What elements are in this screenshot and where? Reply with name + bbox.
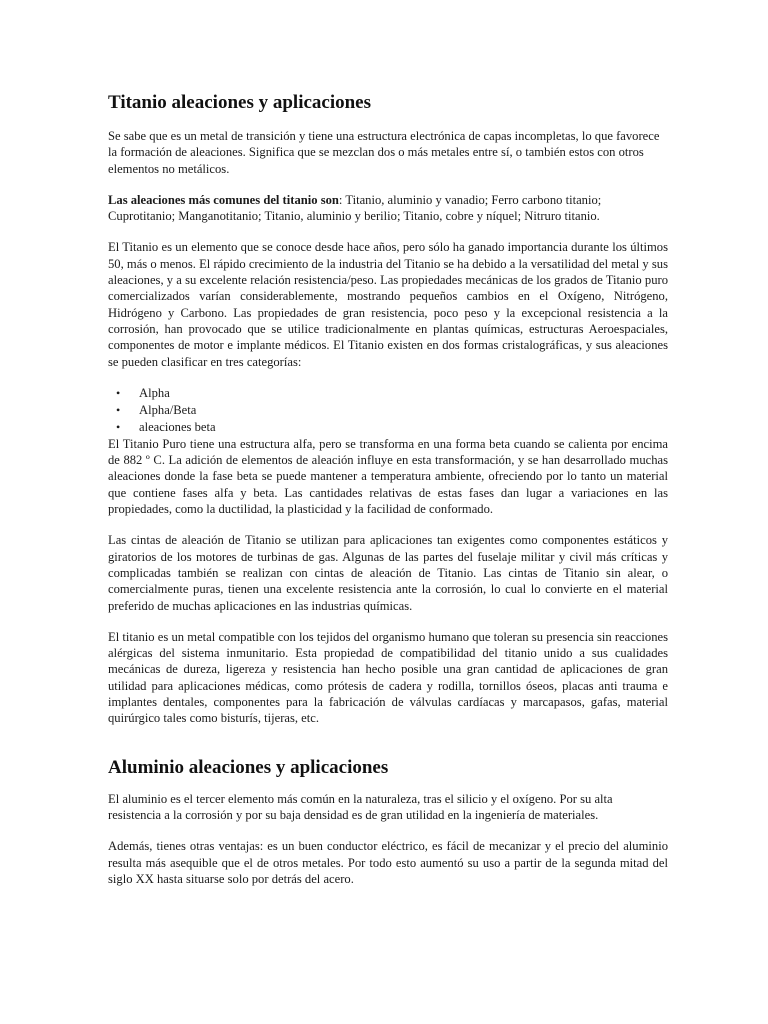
titanio-ribbons-paragraph: Las cintas de aleación de Titanio se utilizan para aplicaciones tan exigentes como componentes estáticos y giratorios de los motores de turbinas de gas. Algunas de las partes del fuselaje militar y civil más críticas y complicadas también se realizan con cintas de aleación de Titanio. Las cintas de Titanio sin alear, o comercialmente puras, tienen una excelente resistencia ante la corrosión, lo cual lo convierte en el material preferido de muchas aplicaciones en las industrias químicas. — [108, 533, 668, 613]
alloys-list-text: : Titanio, aluminio y vanadio; Ferro carbono titanio; Cuprotitanio; Manganotitanio; Titanio, aluminio y berilio; Titanio, cobre y níquel; Nitruro titanio. — [108, 192, 602, 224]
list-item: • Alpha/Beta — [116, 402, 668, 419]
list-item: • Alpha — [116, 385, 668, 402]
aluminio-advantages-paragraph: Además, tienes otras ventajas: es un buen conductor eléctrico, es fácil de mecanizar y el precio del aluminio resulta más asequible que el de otros metales. Por todo esto aumentó su uso a partir de la segunda mitad del siglo XX hasta situarse solo por detrás del acero. — [108, 839, 668, 886]
titanio-medical-paragraph: El titanio es un metal compatible con los tejidos del organismo humano que toleran su presencia sin reacciones alérgicas del sistema inmunitario. Esta propiedad de compatibilidad del titanio unido a sus cualidades mecánicas de dureza, ligereza y resistencia han hecho posible una gran cantidad de aplicaciones de gran utilidad para aplicaciones médicas, como prótesis de cadera y rodilla, tornillos óseos, placas anti trauma e implantes dentales, componentes para la fabricación de válvulas cardíacas y marcapasos, gafas, material quirúrgico tales como bisturís, tijeras, etc. — [108, 629, 668, 726]
list-item: • aleaciones beta — [116, 419, 668, 436]
section-heading-titanio: Titanio aleaciones y aplicaciones — [108, 92, 372, 113]
titanio-intro-paragraph: Se sabe que es un metal de transición y tiene una estructura electrónica de capas incompletas, lo que favorece la formación de aleaciones. Significa que se mezclan dos o más metales entre sí, o también estos con otros elementos no metálicos. — [108, 129, 660, 176]
titanio-phase-paragraph: El Titanio Puro tiene una estructura alfa, pero se transforma en una forma beta cuando se calienta por encima de 882 º C. La adición de elementos de aleación influye en esta transformación, y se han desarrollado muchas aleaciones donde la fase beta se puede mantener a temperatura ambiente, ofreciendo por lo tanto un material que contiene fases alfa y beta. Las cantidades relativas de estas fases dan lugar a variaciones en las propiedades, como la ductilidad, la plasticidad y la facilidad de conformado. — [108, 436, 668, 517]
crystal-categories-list — [108, 385, 668, 436]
titanio-alloys-paragraph — [108, 192, 668, 225]
alloys-label: Las aleaciones más comunes del titanio son — [108, 192, 339, 207]
titanio-history-paragraph: El Titanio es un elemento que se conoce desde hace años, pero sólo ha ganado importancia durante los últimos 50, más o menos. El rápido crecimiento de la industria del Titanio se ha debido a la versatilidad del metal y sus aleaciones, y a su excelente relación resistencia/peso. Las propiedades mecánicas de los grados de Titanio puro comercializados varían considerablemente, mostrando pequeños cambios en el Oxígeno, Nitrógeno, Hidrógeno y Carbono. Las propiedades de gran resistencia, poco peso y la excepcional resistencia a la corrosión, han provocado que se utilice tradicionalmente en plantas químicas, estructuras Aeroespaciales, componentes de motor e implante médicos. El Titanio existen en dos formas cristalográficas, y sus aleaciones se pueden clasificar en tres categorías: — [108, 240, 668, 369]
aluminio-intro-paragraph: El aluminio es el tercer elemento más común en la naturaleza, tras el silicio y el oxígeno. Por su alta resistencia a la corrosión y por su baja densidad es de gran utilidad en la ingeniería de materiales. — [108, 791, 613, 822]
section-heading-aluminio: Aluminio aleaciones y aplicaciones — [108, 756, 389, 778]
